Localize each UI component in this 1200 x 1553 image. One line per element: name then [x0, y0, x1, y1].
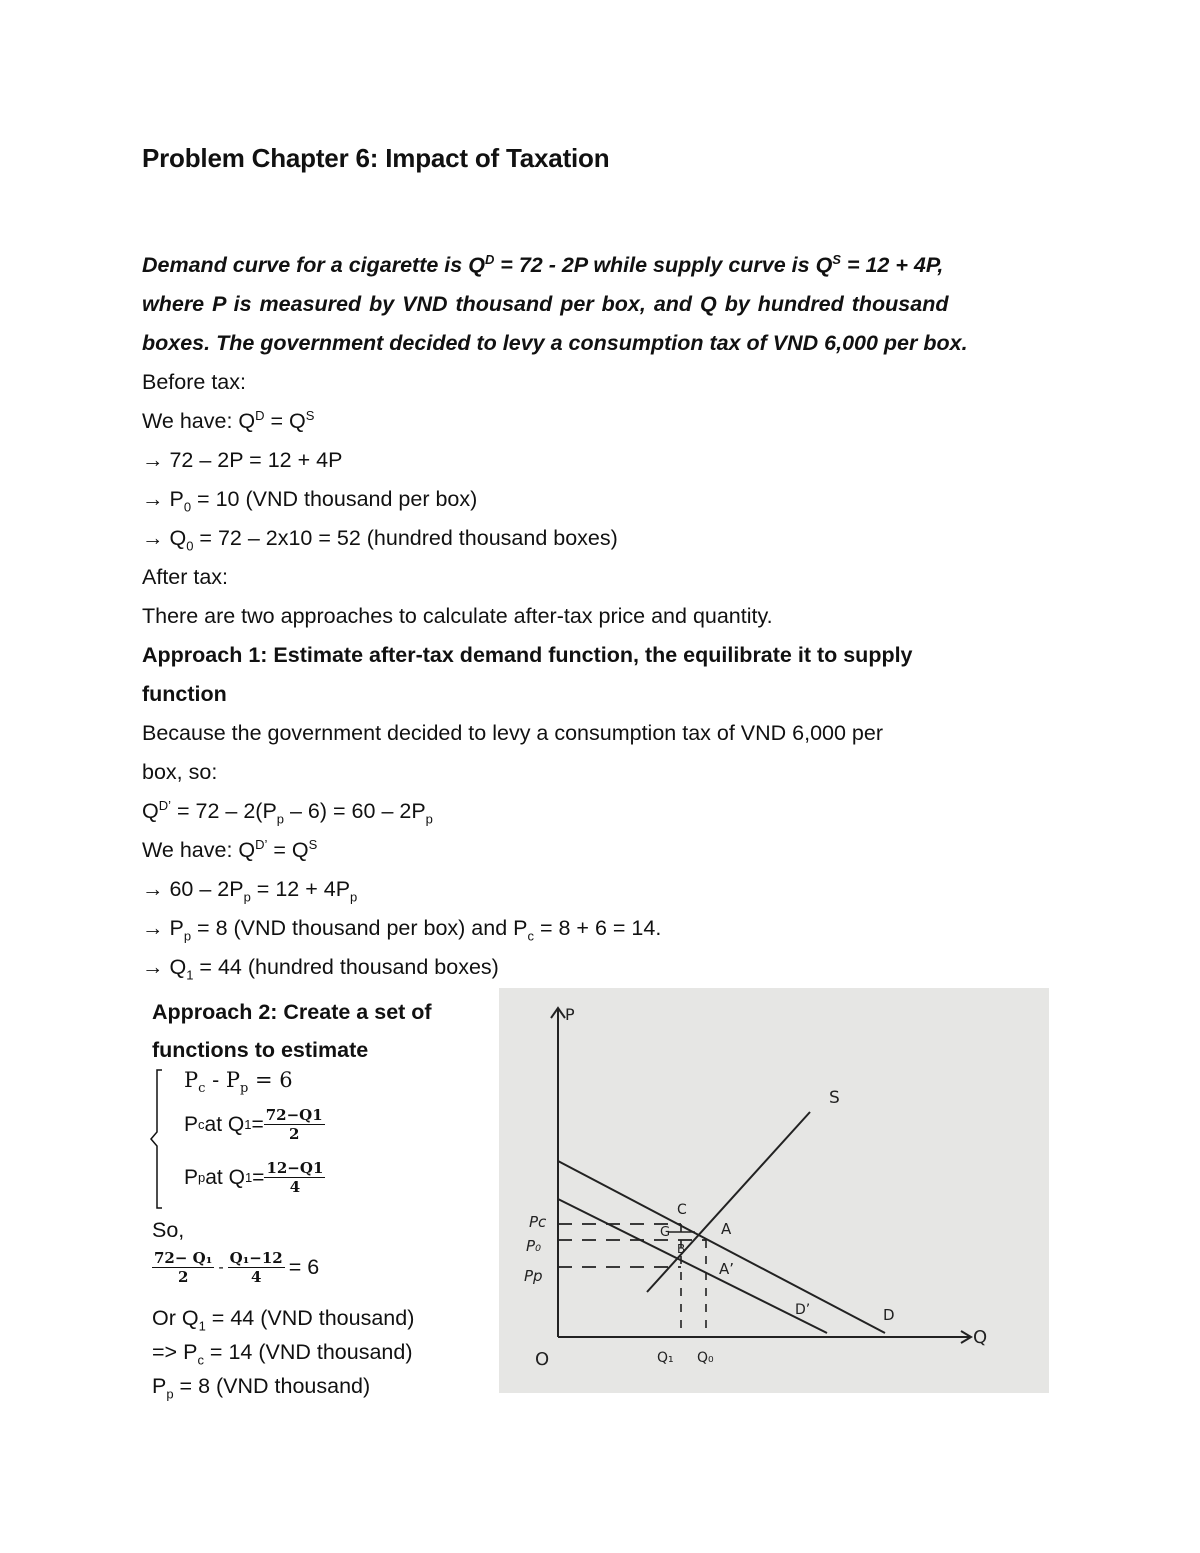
system-eq-1: $P_c - P_p = 6$	[184, 1068, 293, 1097]
supply-label: S	[829, 1088, 840, 1108]
tax-diagram-photo	[499, 988, 1049, 1393]
before-tax-line: → $P_0 = 10$ (VND thousand per box)	[142, 487, 478, 515]
after-tax-intro: There are two approaches to calculate after-tax price and quantity.	[142, 604, 773, 628]
tax-diagram	[499, 988, 1049, 1393]
pp-label: Pp	[524, 1267, 543, 1285]
approach2-heading: Approach 2: Create a set of functions to estimate	[152, 1000, 432, 1062]
demand-after-tax-curve	[558, 1199, 827, 1333]
point-g-label: G	[660, 1225, 671, 1240]
fraction: $\frac{72-Q1}{2}$	[265, 1106, 323, 1143]
approach2-results	[152, 1301, 414, 1403]
problem-line-1: Demand curve for a cigarette is $Q^D = 72 - 2P$ while supply curve is $Q^S = 12 + 4P$,	[142, 251, 944, 277]
result-line: => $P_c = 14$ (VND thousand)	[152, 1340, 413, 1368]
after-tax-equation: → $P_p = 8$ (VND thousand per box) and $P_c = 8 + 6 = 14$.	[142, 916, 662, 944]
so-label: So,	[152, 1218, 185, 1242]
point-a-prime-label: A’	[719, 1260, 735, 1278]
point-a-label: A	[721, 1220, 732, 1238]
before-tax-section	[142, 363, 1062, 987]
combined-equation: $\frac{\text{72− Q₁}}{2}$ - $\frac{\text{Q₁−12}}{4}$ = 6	[154, 1249, 320, 1286]
problem-line-2: where P is measured by VND thousand per box, and Q by hundred thousand	[142, 292, 949, 316]
point-b-label: B	[677, 1242, 686, 1256]
problem-line-3: boxes. The government decided to levy a consumption tax of VND 6,000 per box.	[142, 331, 968, 355]
before-tax-heading: Before tax:	[142, 370, 246, 394]
fraction: $\frac{\text{72− Q₁}}{2}$	[154, 1249, 213, 1286]
demand-curve	[558, 1161, 885, 1333]
page-title: Problem Chapter 6: Impact of Taxation	[142, 143, 610, 173]
demand-after-label: D’	[795, 1302, 811, 1318]
p0-label: P₀	[526, 1237, 542, 1255]
approach1-heading: Approach 1: Estimate after-tax demand function, the equilibrate it to supply function	[142, 643, 913, 706]
after-tax-equation: $Q^{D’} = 72 - 2(P_p - 6) = 60 - 2P_p$	[142, 797, 433, 827]
q1-label: Q₁	[657, 1350, 674, 1366]
axis-p-label: P	[565, 1005, 575, 1024]
q0-label: Q₀	[697, 1350, 714, 1366]
point-c-label: C	[677, 1202, 687, 1218]
after-tax-equation: → $Q_1 = 44$ (hundred thousand boxes)	[142, 955, 499, 983]
result-line: $P_p = 8$ (VND thousand)	[152, 1374, 371, 1402]
system-eq-3: P p at Q 1 = $\frac{12-Q1}{4}$	[184, 1159, 324, 1196]
result-line: Or $Q_1 = 44$ (VND thousand)	[152, 1306, 415, 1334]
before-tax-line: → 72 – 2P = 12 + 4P	[142, 448, 343, 472]
fraction: $\frac{12-Q1}{4}$	[266, 1159, 324, 1196]
problem-statement	[142, 246, 1062, 363]
pc-label: Pc	[529, 1213, 547, 1231]
system-eq-2: P c at Q 1 = $\frac{72-Q1}{2}$	[184, 1106, 323, 1143]
after-tax-equation: → $60 - 2P_p = 12 + 4P_p$	[142, 877, 358, 905]
fraction: $\frac{\text{Q₁−12}}{4}$	[229, 1249, 283, 1286]
because-text: Because the government decided to levy a consumption tax of VND 6,000 per box, so:	[142, 721, 883, 784]
after-tax-equation: We have: $Q^{D’} = Q^S$	[142, 836, 318, 862]
system-brace	[148, 1068, 164, 1210]
axis-q-label: Q	[973, 1327, 988, 1348]
after-tax-heading: After tax:	[142, 565, 229, 589]
before-tax-line: → $Q_0 = 72 - 2x10 = 52$ (hundred thousand boxes)	[142, 526, 618, 554]
before-tax-line: We have: $Q^D = Q^S$	[142, 407, 315, 433]
demand-label: D	[883, 1306, 895, 1324]
origin-label: O	[535, 1349, 550, 1370]
